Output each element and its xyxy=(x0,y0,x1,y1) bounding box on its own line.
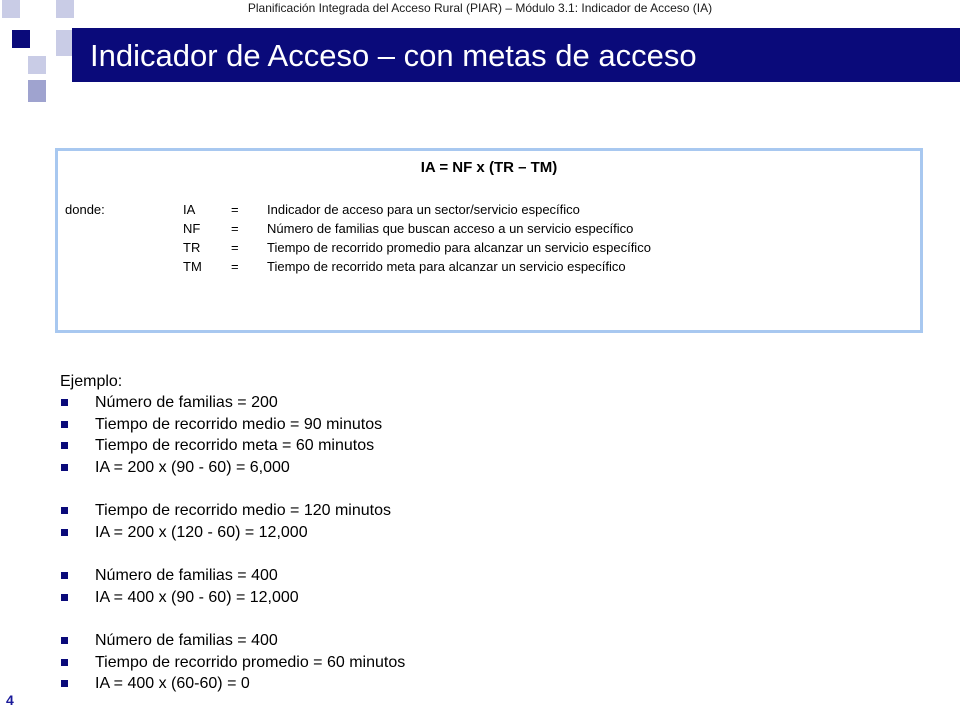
decorative-square xyxy=(56,0,74,18)
bullet-square-icon xyxy=(61,572,68,579)
bullet-square-icon xyxy=(61,594,68,601)
example-label: Ejemplo: xyxy=(60,373,123,390)
bullet-square-icon xyxy=(61,399,68,406)
bullet-square-icon xyxy=(61,680,68,687)
list-item xyxy=(60,392,920,414)
definition-symbol: NF xyxy=(183,221,201,236)
donde-label: donde: xyxy=(65,202,105,217)
list-item-text: IA = 400 x (60-60) = 0 xyxy=(95,675,250,692)
example-section xyxy=(60,371,920,695)
list-item xyxy=(60,435,920,457)
list-item xyxy=(60,587,920,609)
definition-symbol: TM xyxy=(183,259,202,274)
bullet-square-icon xyxy=(61,637,68,644)
definition-symbol: TR xyxy=(183,240,201,255)
definition-symbol: IA xyxy=(183,202,196,217)
formula-box xyxy=(55,148,923,333)
list-item xyxy=(60,500,920,522)
header-caption: Planificación Integrada del Acceso Rural (PIAR) – Módulo 3.1: Indicador de Acceso (IA) xyxy=(247,1,713,15)
definition-equals: = xyxy=(231,259,239,274)
list-item xyxy=(60,565,920,587)
list-item-text: Número de familias = 400 xyxy=(95,632,278,649)
definition-description: Indicador de acceso para un sector/servicio específico xyxy=(267,202,580,217)
title-bar xyxy=(72,28,960,82)
list-item xyxy=(60,652,920,674)
list-item-text: IA = 200 x (90 - 60) = 6,000 xyxy=(95,458,290,476)
definition-description: Número de familias que buscan acceso a un servicio específico xyxy=(267,221,634,236)
list-item xyxy=(60,630,920,652)
list-item xyxy=(60,673,920,695)
definition-description: Tiempo de recorrido meta para alcanzar un servicio específico xyxy=(267,259,626,274)
list-item-text: IA = 200 x (120 - 60) = 12,000 xyxy=(95,523,308,541)
decorative-square xyxy=(28,80,46,102)
bullet-square-icon xyxy=(61,421,68,428)
definition-equals: = xyxy=(231,221,239,236)
bullet-square-icon xyxy=(61,442,68,449)
decorative-square xyxy=(28,56,46,74)
formula: IA = NF x (TR – TM) xyxy=(420,159,558,176)
decorative-square xyxy=(12,30,30,48)
list-item-text: Tiempo de recorrido medio = 120 minutos xyxy=(95,502,391,519)
bullet-square-icon xyxy=(61,464,68,471)
definition-description: Tiempo de recorrido promedio para alcanzar un servicio específico xyxy=(267,240,651,255)
list-item xyxy=(60,457,920,479)
bullet-square-icon xyxy=(61,507,68,514)
slide-number: 4 xyxy=(6,692,14,708)
list-item-text: Tiempo de recorrido meta = 60 minutos xyxy=(95,437,375,454)
list-item-text: Número de familias = 400 xyxy=(95,567,278,584)
bullet-square-icon xyxy=(61,659,68,666)
definition-equals: = xyxy=(231,240,239,255)
list-item xyxy=(60,414,920,436)
slide-title: Indicador de Acceso – con metas de acceso xyxy=(90,38,697,73)
definition-equals: = xyxy=(231,202,239,217)
list-item-text: IA = 400 x (90 - 60) = 12,000 xyxy=(95,588,299,606)
list-item-text: Tiempo de recorrido promedio = 60 minutos xyxy=(95,653,406,671)
decorative-square xyxy=(56,30,72,56)
bullet-square-icon xyxy=(61,529,68,536)
list-item-text: Tiempo de recorrido medio = 90 minutos xyxy=(95,415,383,433)
list-item xyxy=(60,522,920,544)
list-item-text: Número de familias = 200 xyxy=(95,394,278,411)
decorative-square xyxy=(2,0,20,18)
